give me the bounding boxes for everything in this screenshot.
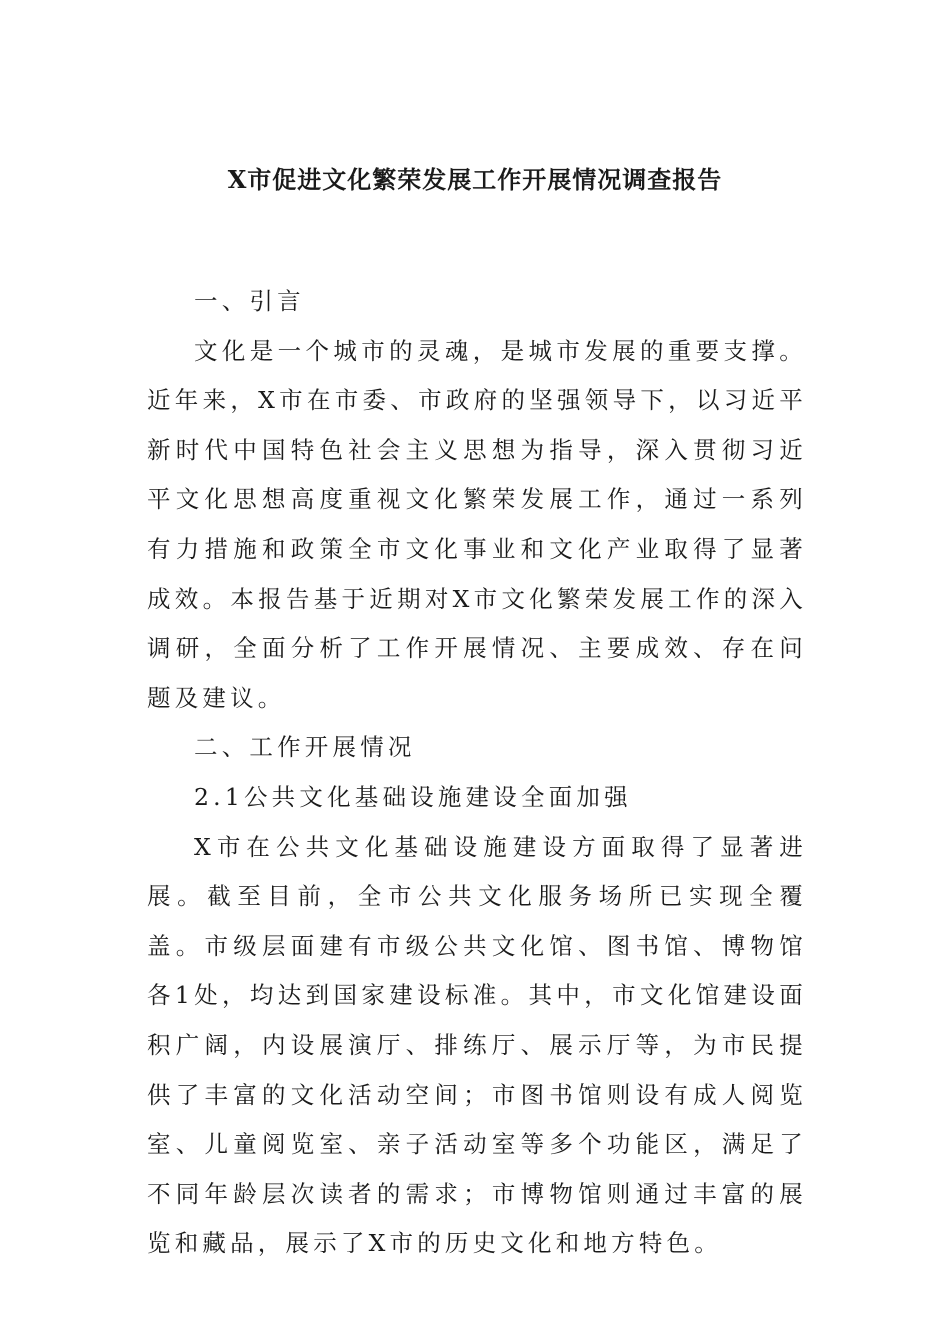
section-heading-work-progress: 二、工作开展情况 <box>194 733 416 762</box>
section-heading-introduction: 一、引言 <box>194 287 305 315</box>
paragraph-introduction: 文化是一个城市的灵魂，是城市发展的重要支撑。近年来，X市在市委、市政府的坚强领导下，以习近平新时代中国特色社会主义思想为指导，深入贯彻习近平文化思想高度重视文化繁荣发展工作，通过一系列有力措施和政策全市文化事业和文化产业取得了显著成效。本报告基于近期对X市文化繁荣发展工作的深入调研，全面分析了工作开展情况、主要成效、存在问题及建议。 <box>147 336 807 712</box>
document-title: X市促进文化繁荣发展工作开展情况调查报告 <box>227 165 723 194</box>
document-body <box>147 277 807 1269</box>
paragraph-infrastructure: X市在公共文化基础设施建设方面取得了显著进展。截至目前，全市公共文化服务场所已实现全覆盖。市级层面建有市级公共文化馆、图书馆、博物馆各1处，均达到国家建设标准。其中，市文化馆建设面积广阔，内设展演厅、排练厅、展示厅等，为市民提供了丰富的文化活动空间；市图书馆则设有成人阅览室、儿童阅览室、亲子活动室等多个功能区，满足了不同年龄层次读者的需求；市博物馆则通过丰富的展览和藏品，展示了X市的历史文化和地方特色。 <box>147 832 807 1258</box>
subsection-heading-infrastructure: 2.1公共文化基础设施建设全面加强 <box>194 782 632 811</box>
